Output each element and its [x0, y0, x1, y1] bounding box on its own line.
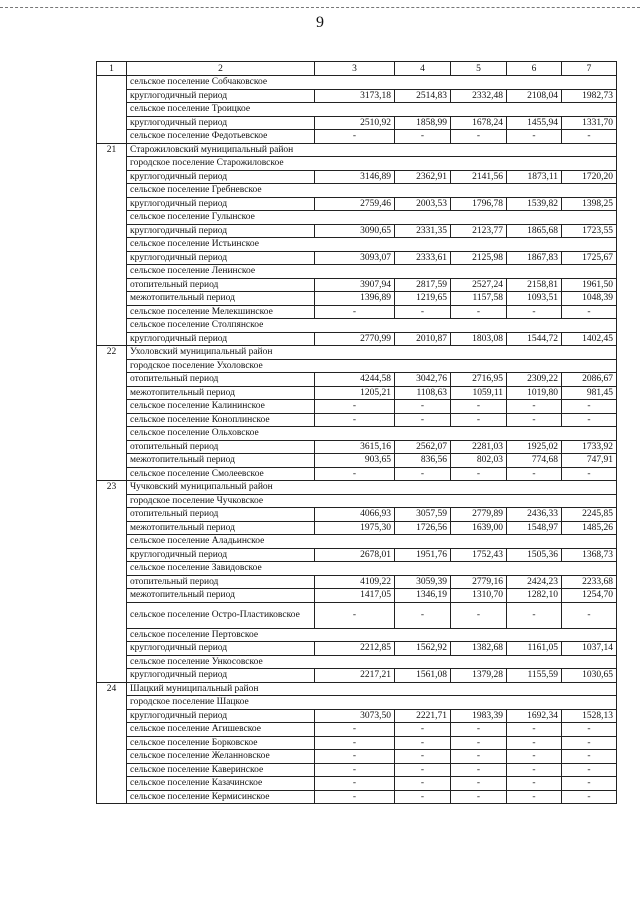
table-row	[97, 359, 617, 373]
value-cell: -	[562, 305, 617, 319]
row-label: межотопительный период	[127, 292, 315, 306]
value-cell: 2424,23	[507, 575, 562, 589]
settlement-name: городское поселение Шацкое	[127, 696, 617, 710]
top-rule	[0, 7, 640, 8]
value-cell: 1205,21	[315, 386, 395, 400]
value-cell: 2221,71	[395, 709, 451, 723]
value-cell: -	[507, 130, 562, 144]
value-cell: -	[507, 790, 562, 804]
row-label: межотопительный период	[127, 386, 315, 400]
value-cell: 1398,25	[562, 197, 617, 211]
value-cell: -	[451, 305, 507, 319]
value-cell: -	[451, 130, 507, 144]
value-cell: 981,45	[562, 386, 617, 400]
header-cell: 3	[315, 62, 395, 76]
value-cell: 836,56	[395, 454, 451, 468]
value-cell: -	[562, 763, 617, 777]
settlement-name: сельское поселение Ункосовское	[127, 655, 617, 669]
value-cell: 774,68	[507, 454, 562, 468]
row-label: межотопительный период	[127, 454, 315, 468]
district-number: 24	[97, 682, 127, 804]
value-cell: -	[507, 750, 562, 764]
table-row	[97, 305, 617, 319]
value-cell: 3090,65	[315, 224, 395, 238]
value-cell: 1254,70	[562, 589, 617, 603]
row-label: межотопительный период	[127, 589, 315, 603]
value-cell: 2817,59	[395, 278, 451, 292]
value-cell: 2233,68	[562, 575, 617, 589]
value-cell: 2003,53	[395, 197, 451, 211]
value-cell: -	[562, 602, 617, 628]
table-row	[97, 386, 617, 400]
value-cell: 2125,98	[451, 251, 507, 265]
value-cell: -	[507, 723, 562, 737]
value-cell: 2527,24	[451, 278, 507, 292]
table-row	[97, 589, 617, 603]
table-row	[97, 642, 617, 656]
header-row	[97, 62, 617, 76]
row-label: круглогодичный период	[127, 642, 315, 656]
value-cell: 2281,03	[451, 440, 507, 454]
value-cell: 1961,50	[562, 278, 617, 292]
settlement-name: сельское поселение Пертовское	[127, 628, 617, 642]
settlement-name: сельское поселение Аладьинское	[127, 535, 617, 549]
value-cell: -	[562, 750, 617, 764]
value-cell: 1983,39	[451, 709, 507, 723]
header-cell: 4	[395, 62, 451, 76]
settlement-name: городское поселение Ухоловское	[127, 359, 617, 373]
row-label: сельское поселение Мелекшинское	[127, 305, 315, 319]
table-row	[97, 494, 617, 508]
header-cell: 2	[127, 62, 315, 76]
value-cell: -	[451, 763, 507, 777]
table-row	[97, 170, 617, 184]
header-cell: 1	[97, 62, 127, 76]
value-cell: 2779,89	[451, 508, 507, 522]
table-row	[97, 709, 617, 723]
table-row	[97, 508, 617, 522]
table-row	[97, 669, 617, 683]
value-cell: -	[562, 130, 617, 144]
value-cell: 903,65	[315, 454, 395, 468]
value-cell: 3042,76	[395, 373, 451, 387]
table-row	[97, 197, 617, 211]
value-cell: -	[451, 602, 507, 628]
tariff-table	[96, 61, 617, 804]
row-label: сельское поселение Каверинское	[127, 763, 315, 777]
settlement-name: сельское поселение Троицкое	[127, 103, 617, 117]
table-row	[97, 454, 617, 468]
row-label: круглогодичный период	[127, 251, 315, 265]
header-cell: 7	[562, 62, 617, 76]
value-cell: 1723,55	[562, 224, 617, 238]
row-label: круглогодичный период	[127, 170, 315, 184]
value-cell: 2245,85	[562, 508, 617, 522]
table-row	[97, 319, 617, 333]
value-cell: -	[395, 305, 451, 319]
value-cell: -	[395, 736, 451, 750]
settlement-name: сельское поселение Истьинское	[127, 238, 617, 252]
value-cell: 2759,46	[315, 197, 395, 211]
row-label: круглогодичный период	[127, 89, 315, 103]
table-row	[97, 103, 617, 117]
value-cell: 1982,73	[562, 89, 617, 103]
table-row	[97, 332, 617, 346]
value-cell: 1155,59	[507, 669, 562, 683]
value-cell: 3173,18	[315, 89, 395, 103]
table-row	[97, 130, 617, 144]
row-label: круглогодичный период	[127, 197, 315, 211]
value-cell: 1346,19	[395, 589, 451, 603]
table-row	[97, 184, 617, 198]
district-number	[97, 76, 127, 144]
value-cell: -	[507, 400, 562, 414]
table-row	[97, 265, 617, 279]
value-cell: 1219,65	[395, 292, 451, 306]
table-row	[97, 440, 617, 454]
value-cell: 2217,21	[315, 669, 395, 683]
value-cell: 1108,63	[395, 386, 451, 400]
table-row	[97, 292, 617, 306]
table-row	[97, 535, 617, 549]
table-row	[97, 116, 617, 130]
value-cell: -	[451, 723, 507, 737]
table-row	[97, 562, 617, 576]
value-cell: -	[315, 130, 395, 144]
value-cell: -	[395, 777, 451, 791]
district-row	[97, 143, 617, 157]
value-cell: 802,03	[451, 454, 507, 468]
value-cell: 1803,08	[451, 332, 507, 346]
value-cell: -	[507, 602, 562, 628]
value-cell: -	[507, 305, 562, 319]
page-number: 9	[316, 14, 324, 31]
row-label: круглогодичный период	[127, 332, 315, 346]
settlement-name: сельское поселение Ленинское	[127, 265, 617, 279]
row-label: сельское поселение Остро-Пластиковское	[127, 602, 315, 628]
value-cell: 1282,10	[507, 589, 562, 603]
table-row	[97, 413, 617, 427]
value-cell: 1561,08	[395, 669, 451, 683]
value-cell: 1639,00	[451, 521, 507, 535]
table-row	[97, 373, 617, 387]
value-cell: -	[395, 750, 451, 764]
value-cell: -	[562, 467, 617, 481]
value-cell: 1310,70	[451, 589, 507, 603]
table-row	[97, 790, 617, 804]
value-cell: 2362,91	[395, 170, 451, 184]
value-cell: 1539,82	[507, 197, 562, 211]
value-cell: 1733,92	[562, 440, 617, 454]
value-cell: 1048,39	[562, 292, 617, 306]
value-cell: 3907,94	[315, 278, 395, 292]
settlement-name: сельское поселение Гулынское	[127, 211, 617, 225]
district-number: 21	[97, 143, 127, 346]
value-cell: -	[562, 736, 617, 750]
value-cell: 4244,58	[315, 373, 395, 387]
district-number: 22	[97, 346, 127, 481]
settlement-name: городское поселение Чучковское	[127, 494, 617, 508]
value-cell: -	[315, 777, 395, 791]
row-label: сельское поселение Агишевское	[127, 723, 315, 737]
value-cell: 1562,92	[395, 642, 451, 656]
table-row	[97, 427, 617, 441]
value-cell: 2010,87	[395, 332, 451, 346]
value-cell: 1368,73	[562, 548, 617, 562]
table-row	[97, 723, 617, 737]
value-cell: 3057,59	[395, 508, 451, 522]
header-cell: 5	[451, 62, 507, 76]
value-cell: 2309,22	[507, 373, 562, 387]
value-cell: 1019,80	[507, 386, 562, 400]
value-cell: 2108,04	[507, 89, 562, 103]
value-cell: -	[315, 790, 395, 804]
value-cell: 1720,20	[562, 170, 617, 184]
value-cell: 2212,85	[315, 642, 395, 656]
row-label: круглогодичный период	[127, 669, 315, 683]
value-cell: 2436,33	[507, 508, 562, 522]
table-row	[97, 89, 617, 103]
row-label: отопительный период	[127, 373, 315, 387]
row-label: сельское поселение Кермисинское	[127, 790, 315, 804]
value-cell: 1975,30	[315, 521, 395, 535]
row-label: сельское поселение Калининское	[127, 400, 315, 414]
row-label: отопительный период	[127, 440, 315, 454]
value-cell: 1161,05	[507, 642, 562, 656]
table-row	[97, 548, 617, 562]
district-row	[97, 481, 617, 495]
value-cell: 1858,99	[395, 116, 451, 130]
value-cell: -	[451, 400, 507, 414]
table-row	[97, 400, 617, 414]
value-cell: -	[395, 130, 451, 144]
value-cell: 1548,97	[507, 521, 562, 535]
table-row	[97, 763, 617, 777]
row-label: сельское поселение Казачинское	[127, 777, 315, 791]
value-cell: -	[451, 750, 507, 764]
value-cell: 1544,72	[507, 332, 562, 346]
value-cell: 1725,67	[562, 251, 617, 265]
value-cell: 1157,58	[451, 292, 507, 306]
value-cell: 2158,81	[507, 278, 562, 292]
value-cell: 1402,45	[562, 332, 617, 346]
value-cell: 1528,13	[562, 709, 617, 723]
table-row	[97, 696, 617, 710]
row-label: межотопительный период	[127, 521, 315, 535]
value-cell: -	[562, 777, 617, 791]
table-row	[97, 224, 617, 238]
table-row	[97, 575, 617, 589]
value-cell: 2141,56	[451, 170, 507, 184]
value-cell: 1865,68	[507, 224, 562, 238]
value-cell: 1925,02	[507, 440, 562, 454]
row-label: отопительный период	[127, 508, 315, 522]
value-cell: 1867,83	[507, 251, 562, 265]
value-cell: 1037,14	[562, 642, 617, 656]
district-title: Старожиловский муниципальный район	[127, 143, 617, 157]
table-row	[97, 211, 617, 225]
value-cell: -	[315, 413, 395, 427]
value-cell: -	[315, 736, 395, 750]
value-cell: -	[451, 777, 507, 791]
row-label: сельское поселение Желанновское	[127, 750, 315, 764]
value-cell: 1030,65	[562, 669, 617, 683]
table-row	[97, 777, 617, 791]
value-cell: -	[395, 467, 451, 481]
district-title: Шацкий муниципальный район	[127, 682, 617, 696]
table-row	[97, 736, 617, 750]
value-cell: 1059,11	[451, 386, 507, 400]
settlement-name: сельское поселение Гребневское	[127, 184, 617, 198]
value-cell: 3093,07	[315, 251, 395, 265]
value-cell: -	[562, 400, 617, 414]
value-cell: 3059,39	[395, 575, 451, 589]
value-cell: -	[451, 467, 507, 481]
row-label: сельское поселение Коноплинское	[127, 413, 315, 427]
value-cell: -	[315, 400, 395, 414]
value-cell: 2332,48	[451, 89, 507, 103]
value-cell: 1951,76	[395, 548, 451, 562]
value-cell: -	[507, 777, 562, 791]
value-cell: 1485,26	[562, 521, 617, 535]
value-cell: -	[315, 750, 395, 764]
table-row	[97, 521, 617, 535]
table-row	[97, 467, 617, 481]
value-cell: 2086,67	[562, 373, 617, 387]
row-label: круглогодичный период	[127, 709, 315, 723]
row-label: отопительный период	[127, 278, 315, 292]
value-cell: 1379,28	[451, 669, 507, 683]
value-cell: 2123,77	[451, 224, 507, 238]
value-cell: 1093,51	[507, 292, 562, 306]
header-cell: 6	[507, 62, 562, 76]
value-cell: 2333,61	[395, 251, 451, 265]
table-row	[97, 278, 617, 292]
row-label: круглогодичный период	[127, 548, 315, 562]
settlement-name: сельское поселение Столпянское	[127, 319, 617, 333]
value-cell: 2779,16	[451, 575, 507, 589]
value-cell: 2510,92	[315, 116, 395, 130]
value-cell: -	[507, 736, 562, 750]
table-row	[97, 157, 617, 171]
value-cell: -	[315, 763, 395, 777]
settlement-name: сельское поселение Собчаковское	[127, 76, 617, 90]
district-title: Чучковский муниципальный район	[127, 481, 617, 495]
value-cell: -	[451, 736, 507, 750]
value-cell: 1678,24	[451, 116, 507, 130]
value-cell: 1873,11	[507, 170, 562, 184]
value-cell: 4066,93	[315, 508, 395, 522]
value-cell: -	[562, 723, 617, 737]
district-row	[97, 682, 617, 696]
row-label: отопительный период	[127, 575, 315, 589]
value-cell: -	[562, 413, 617, 427]
value-cell: -	[395, 602, 451, 628]
table-row	[97, 238, 617, 252]
value-cell: 2716,95	[451, 373, 507, 387]
value-cell: -	[395, 790, 451, 804]
value-cell: 3146,89	[315, 170, 395, 184]
value-cell: -	[395, 723, 451, 737]
table-row	[97, 602, 617, 628]
value-cell: 747,91	[562, 454, 617, 468]
value-cell: 1505,36	[507, 548, 562, 562]
value-cell: -	[395, 413, 451, 427]
value-cell: 2678,01	[315, 548, 395, 562]
value-cell: 2770,99	[315, 332, 395, 346]
table-row	[97, 76, 617, 90]
value-cell: 1331,70	[562, 116, 617, 130]
value-cell: 1382,68	[451, 642, 507, 656]
value-cell: 1455,94	[507, 116, 562, 130]
table-row	[97, 750, 617, 764]
value-cell: 1417,05	[315, 589, 395, 603]
value-cell: 3073,50	[315, 709, 395, 723]
settlement-name: городское поселение Старожиловское	[127, 157, 617, 171]
value-cell: 2562,07	[395, 440, 451, 454]
district-number: 23	[97, 481, 127, 683]
row-label: сельское поселение Борковское	[127, 736, 315, 750]
district-title: Ухоловский муниципальный район	[127, 346, 617, 360]
value-cell: 3615,16	[315, 440, 395, 454]
row-label: сельское поселение Федотьевское	[127, 130, 315, 144]
value-cell: -	[451, 413, 507, 427]
value-cell: -	[562, 790, 617, 804]
value-cell: -	[315, 467, 395, 481]
value-cell: -	[507, 763, 562, 777]
value-cell: 2331,35	[395, 224, 451, 238]
table-row	[97, 628, 617, 642]
table-row	[97, 251, 617, 265]
value-cell: -	[315, 723, 395, 737]
value-cell: 1796,78	[451, 197, 507, 211]
value-cell: -	[395, 763, 451, 777]
table-row	[97, 655, 617, 669]
value-cell: -	[451, 790, 507, 804]
settlement-name: сельское поселение Завидовское	[127, 562, 617, 576]
value-cell: -	[507, 413, 562, 427]
value-cell: 4109,22	[315, 575, 395, 589]
value-cell: -	[315, 305, 395, 319]
value-cell: 1396,89	[315, 292, 395, 306]
value-cell: -	[507, 467, 562, 481]
row-label: круглогодичный период	[127, 224, 315, 238]
row-label: сельское поселение Смолеевское	[127, 467, 315, 481]
value-cell: 1752,43	[451, 548, 507, 562]
value-cell: -	[315, 602, 395, 628]
district-row	[97, 346, 617, 360]
settlement-name: сельское поселение Ольховское	[127, 427, 617, 441]
value-cell: 2514,83	[395, 89, 451, 103]
row-label: круглогодичный период	[127, 116, 315, 130]
value-cell: -	[395, 400, 451, 414]
value-cell: 1726,56	[395, 521, 451, 535]
value-cell: 1692,34	[507, 709, 562, 723]
